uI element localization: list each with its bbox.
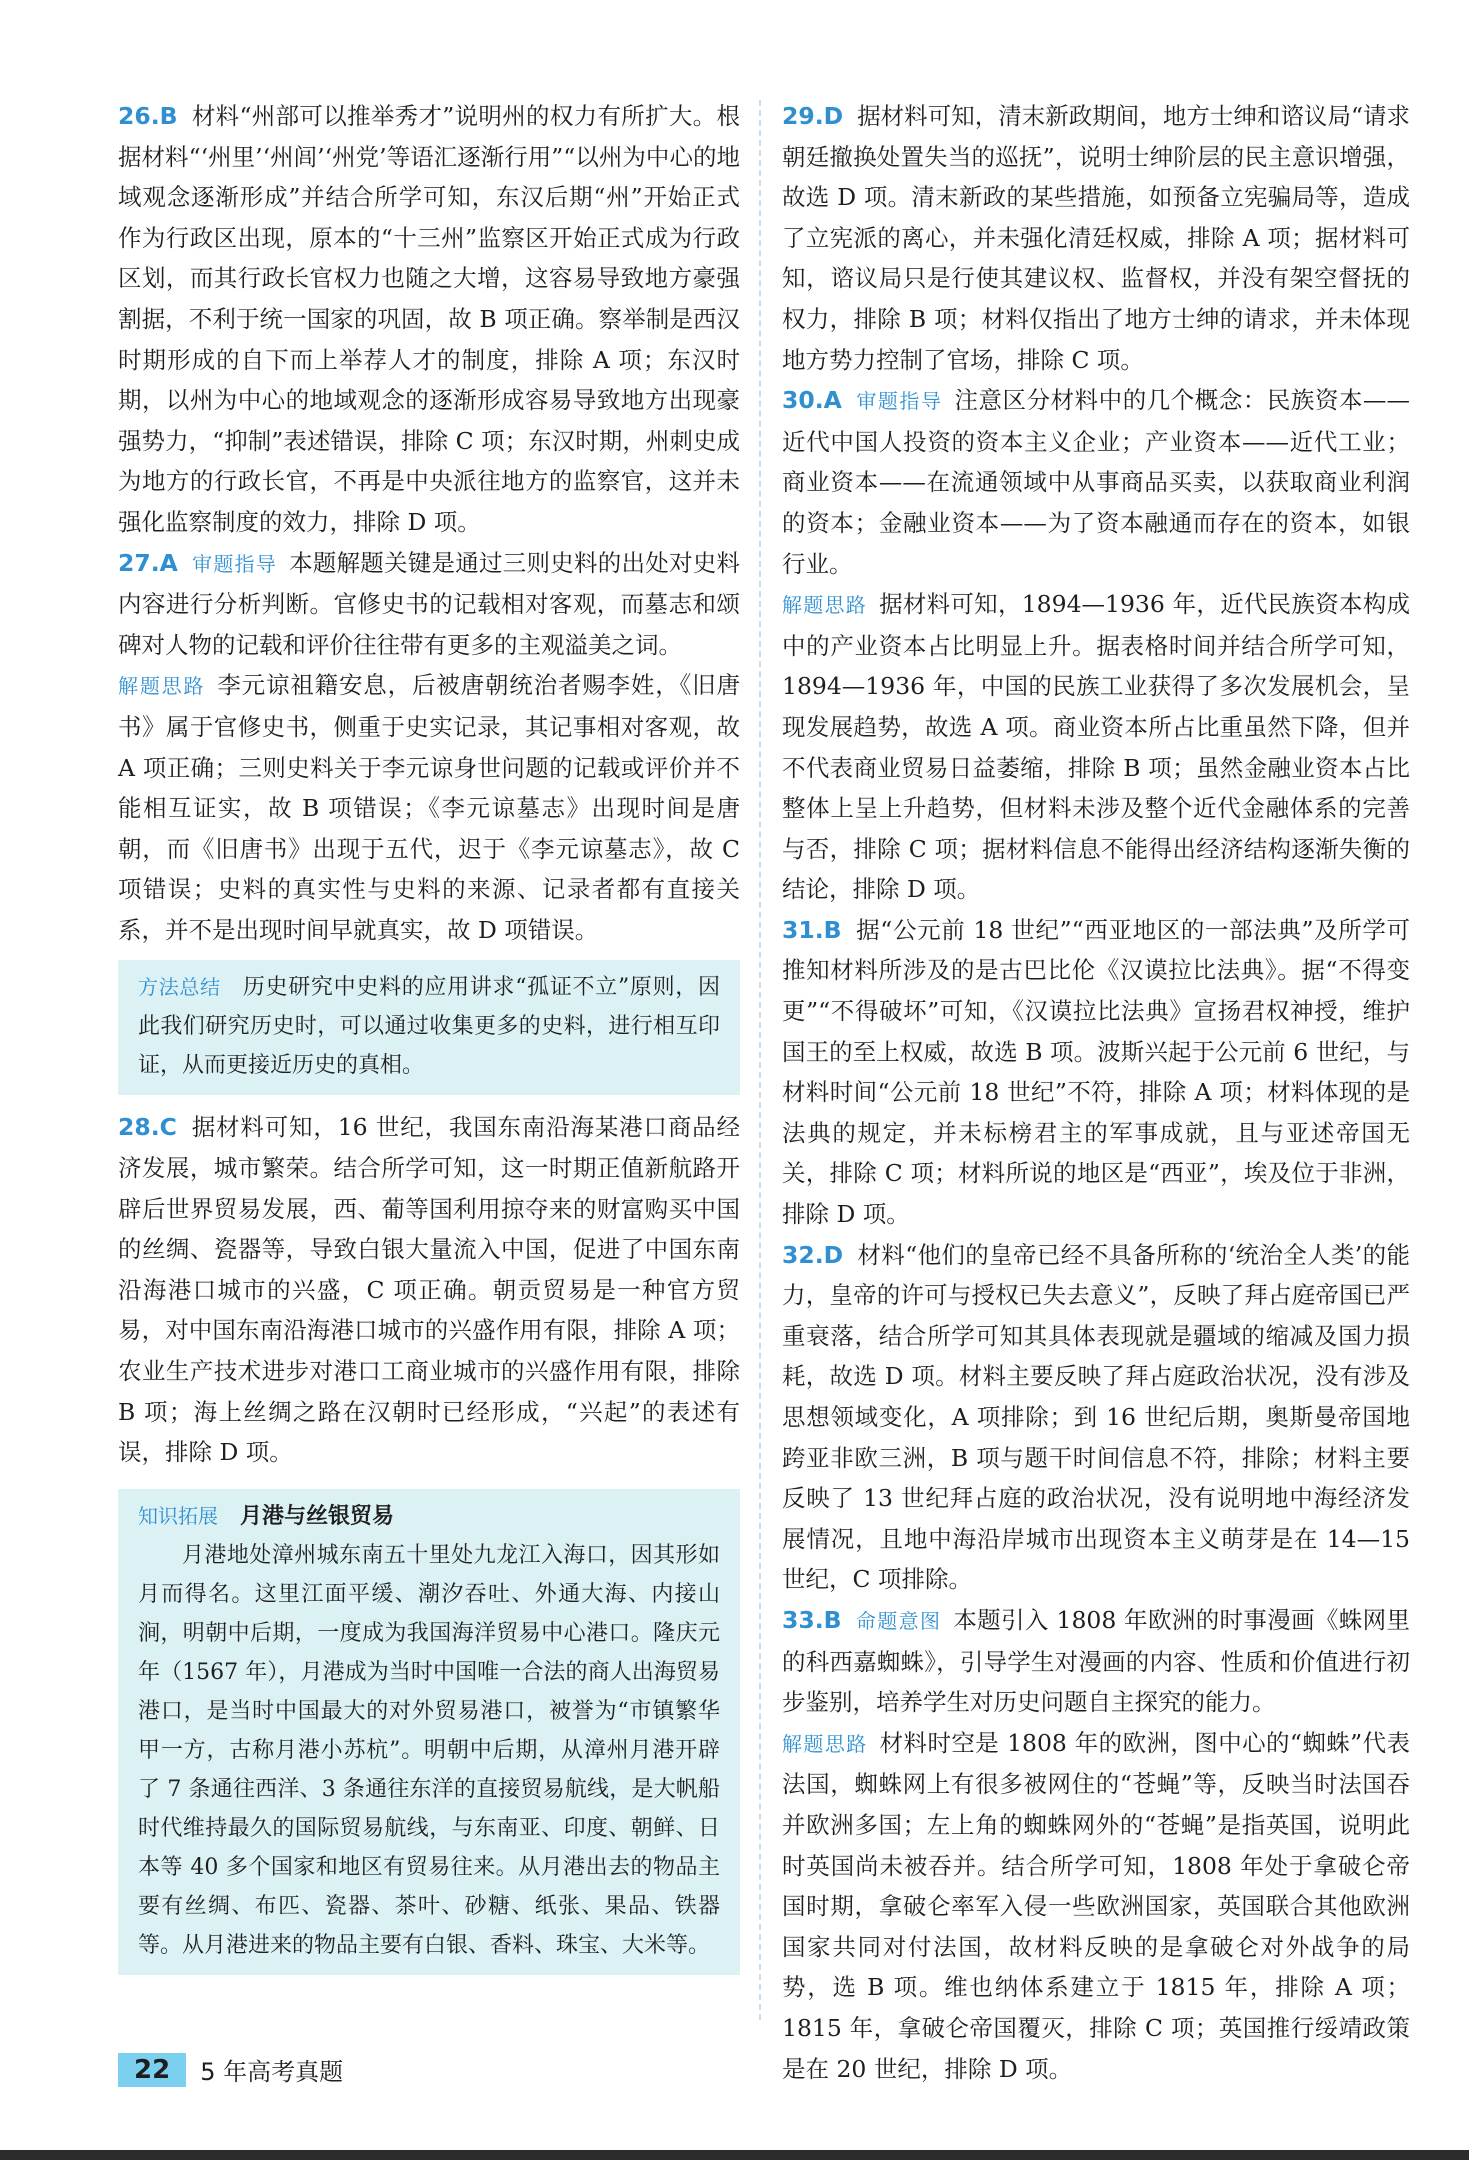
answer-text: 材料“他们的皇帝已经不具备所称的‘统治全人类’的能力，皇帝的许可与授权已失去意义”，反映了拜占庭帝国已严重衰落，结合所学可知其具体表现就是疆域的缩减及国力损耗，故选 D 项。材料主要反映了拜占庭政治状况，没有涉及思想领域变化，A 项排除；到 16 世纪后期，奥斯曼帝国地跨亚非欧三洲，B 项与题干时间信息不符，排除；材料主要反映了 13 世纪拜占庭的政治状况，没有说明地中海经济发展情况，且地中海沿岸城市出现资本主义萌芽是在 14—15世纪，C 项排除。	[782, 1240, 1410, 1594]
answer-text: 本题解题关键是通过三则史料的出处对史料内容进行分析判断。官修史书的记载相对客观，而墓志和颂碑对人物的记载和评价往往带有更多的主观溢美之词。	[118, 548, 741, 659]
tag-label: 审题指导	[855, 389, 943, 414]
box-label: 方法总结	[138, 975, 221, 1000]
answer-number: 33.B	[782, 1605, 842, 1634]
answer-text: 据材料可知，1894—1936 年，近代民族资本构成中的产业资本占比明显上升。据表格时间并结合所学可知，1894—1936 年，中国的民族工业获得了多次发展机会，呈现发展趋势，故选 A 项。商业资本所占比重虽然下降，但并不代表商业贸易日益萎缩，排除 B 项；虽然金融业资本占比整体上呈上升趋势，但材料未涉及整个近代金融体系的完善与否，排除 C 项；据材料信息不能得出经济结构逐渐失衡的结论，排除 D 项。	[782, 590, 1410, 904]
series-title: 5 年高考真题	[200, 2058, 344, 2086]
answer-number: 32.D	[782, 1240, 844, 1269]
answer-30	[782, 380, 1410, 584]
method-summary-box	[118, 960, 740, 1095]
answer-30-reasoning	[782, 584, 1410, 910]
tag-label: 解题思路	[118, 674, 206, 699]
answer-text: 李元谅祖籍安息，后被唐朝统治者赐李姓，《旧唐书》属于官修史书，侧重于史实记录，其记事相对客观，故 A 项正确；三则史料关于李元谅身世问题的记载或评价并不能相互证实，故 B 项错误；《李元谅墓志》出现时间是唐朝，而《旧唐书》出现于五代，迟于《李元谅墓志》，故 C 项错误；史料的真实性与史料的来源、记录者都有直接关系，并不是出现时间早就真实，故 D 项错误。	[118, 671, 741, 944]
right-column	[782, 96, 1410, 2089]
box-text: 月港地处漳州城东南五十里处九龙江入海口，因其形如月而得名。这里江面平缓、潮汐吞吐、外通大海、内接山涧，明朝中后期，一度成为我国海洋贸易中心港口。隆庆元年（1567 年），月港成为当时中国唯一合法的商人出海贸易港口，是当时中国最大的对外贸易港口，被誉为“市镇繁华甲一方，古称月港小苏杭”。明朝中后期，从漳州月港开辟了 7 条通往西洋、3 条通往东洋的直接贸易航线，是大帆船时代维持最久的国际贸易航线，与东南亚、印度、朝鲜、日本等 40 多个国家和地区有贸易往来。从月港出去的物品主要有丝绸、布匹、瓷器、茶叶、砂糖、纸张、果品、铁器等。从月港进来的物品主要有白银、香料、珠宝、大米等。	[138, 1542, 720, 1958]
answer-33	[782, 1600, 1410, 1723]
answer-text: 据“公元前 18 世纪”“西亚地区的一部法典”及所学可推知材料所涉及的是古巴比伦《汉谟拉比法典》。据“不得变更”“不得破坏”可知，《汉谟拉比法典》宣扬君权神授，维护国王的至上权威，故选 B 项。波斯兴起于公元前 6 世纪，与材料时间“公元前 18 世纪”不符，排除 A 项；材料体现的是法典的规定，并未标榜君主的军事成就，且与亚述帝国无关，排除 C 项；材料所说的地区是“西亚”，埃及位于非洲，排除 D 项。	[782, 915, 1410, 1229]
answer-text: 注意区分材料中的几个概念：民族资本——近代中国人投资的资本主义企业；产业资本——近代工业；商业资本——在流通领域中从事商品买卖，以获取商业利润的资本；金融业资本——为了资本融通而存在的资本，如银行业。	[782, 386, 1411, 578]
answer-number: 27.A	[118, 548, 178, 577]
answer-33-reasoning	[782, 1723, 1410, 2089]
answer-32	[782, 1235, 1410, 1600]
tag-label: 命题意图	[855, 1608, 942, 1633]
answer-29	[782, 96, 1410, 380]
answer-number: 30.A	[782, 386, 842, 415]
column-divider	[759, 100, 761, 2020]
answer-text: 据材料可知，清末新政期间，地方士绅和谘议局“请求朝廷撤换处置失当的巡抚”，说明士绅阶层的民主意识增强，故选 D 项。清末新政的某些措施，如预备立宪骗局等，造成了立宪派的离心，并未强化清廷权威，排除 A 项；据材料可知，谘议局只是行使其建议权、监督权，并没有架空督抚的权力，排除 B 项；材料仅指出了地方士绅的请求，并未体现地方势力控制了官场，排除 C 项。	[782, 102, 1410, 374]
box-text: 历史研究中史料的应用讲求“孤证不立”原则，因此我们研究历史时，可以通过收集更多的史料，进行相互印证，从而更接近历史的真相。	[138, 975, 721, 1079]
tag-label: 解题思路	[782, 593, 868, 618]
answer-text: 本题引入 1808 年欧洲的时事漫画《蛛网里的科西嘉蜘蛛》，引导学生对漫画的内容、性质和价值进行初步鉴别，培养学生对历史问题自主探究的能力。	[782, 1605, 1411, 1717]
answer-text: 材料时空是 1808 年的欧洲，图中心的“蜘蛛”代表法国，蜘蛛网上有很多被网住的“苍蝇”等，反映当时法国吞并欧洲多国；左上角的蜘蛛网外的“苍蝇”是指英国，说明此时英国尚未被吞并。结合所学可知，1808 年处于拿破仑帝国时期，拿破仑率军入侵一些欧洲国家，英国联合其他欧洲国家共同对付法国，故材料反映的是拿破仑对外战争的局势，选 B 项。维也纳体系建立于 1815 年，排除 A 项；1815 年，拿破仑帝国覆灭，排除 C 项；英国推行绥靖政策是在 20 世纪，排除 D 项。	[782, 1728, 1410, 2083]
answer-number: 29.D	[782, 102, 844, 130]
tag-label: 解题思路	[782, 1731, 868, 1756]
answer-number: 28.C	[118, 1113, 177, 1142]
answer-number: 26.B	[118, 102, 178, 130]
page-footer	[118, 2052, 343, 2087]
box-title: 月港与丝银贸易	[240, 1503, 395, 1529]
tag-label: 审题指导	[191, 551, 278, 576]
bottom-rule	[0, 2150, 1469, 2160]
knowledge-extension-box	[118, 1489, 740, 1975]
left-column	[118, 96, 740, 1987]
page-number: 22	[118, 2053, 186, 2087]
answer-28	[118, 1107, 740, 1472]
answer-text: 材料“州部可以推举秀才”说明州的权力有所扩大。根据材料“‘州里’‘州闾’‘州党’等语汇逐渐行用”“以州为中心的地域观念逐渐形成”并结合所学可知，东汉后期“州”开始正式作为行政区出现，原本的“十三州”监察区开始正式成为行政区划，而其行政长官权力也随之大增，这容易导致地方豪强割据，不利于统一国家的巩固，故 B 项正确。察举制是西汉时期形成的自下而上举荐人才的制度，排除 A 项；东汉时期，以州为中心的地域观念的逐渐形成容易导致地方出现豪强势力，“抑制”表述错误，排除 C 项；东汉时期，州刺史成为地方的行政长官，不再是中央派往地方的监察官，这并未强化监察制度的效力，排除 D 项。	[118, 102, 740, 536]
answer-26	[118, 96, 740, 543]
answer-number: 31.B	[782, 915, 842, 944]
answer-text: 据材料可知，16 世纪，我国东南沿海某港口商品经济发展，城市繁荣。结合所学可知，这一时期正值新航路开辟后世界贸易发展，西、葡等国利用掠夺来的财富购买中国的丝绸、瓷器等，导致白银大量流入中国，促进了中国东南沿海港口城市的兴盛，C 项正确。朝贡贸易是一种官方贸易，对中国东南沿海港口城市的兴盛作用有限，排除 A 项；农业生产技术进步对港口工商业城市的兴盛作用有限，排除 B 项；海上丝绸之路在汉朝时已经形成，“兴起”的表述有误，排除 D 项。	[118, 1113, 740, 1467]
answer-27	[118, 543, 740, 666]
answer-31	[782, 910, 1410, 1235]
answer-27-reasoning	[118, 665, 740, 950]
box-label: 知识拓展	[138, 1503, 218, 1528]
